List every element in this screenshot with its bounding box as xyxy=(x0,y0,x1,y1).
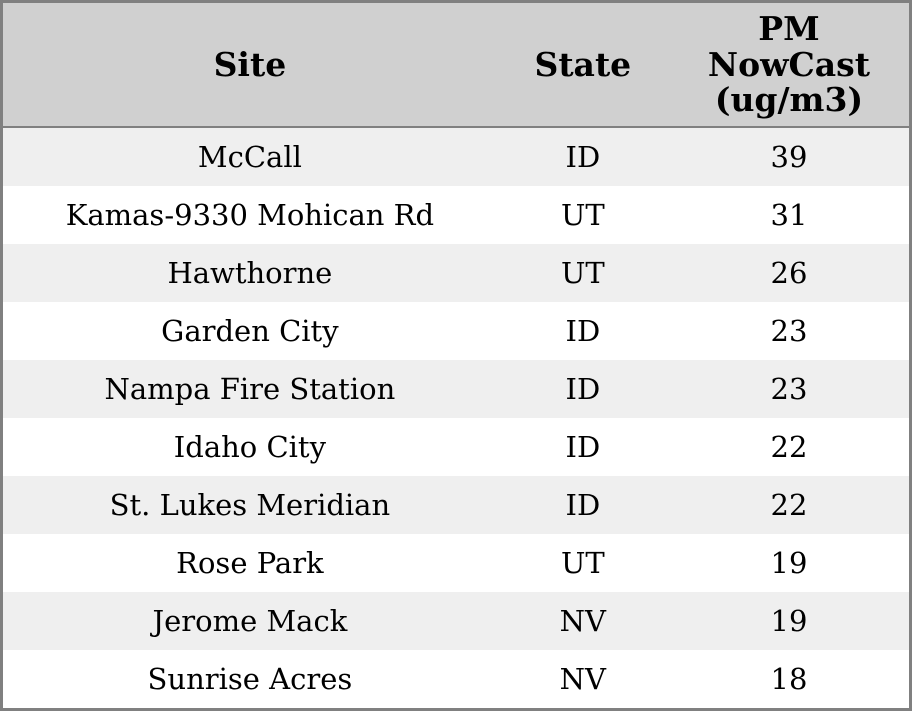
site-cell: Jerome Mack xyxy=(3,592,497,650)
state-cell: NV xyxy=(497,592,669,650)
site-cell: Rose Park xyxy=(3,534,497,592)
state-cell: UT xyxy=(497,186,669,244)
site-cell: Nampa Fire Station xyxy=(3,360,497,418)
table-row xyxy=(3,360,909,418)
table-row xyxy=(3,592,909,650)
pm-nowcast-header-label: PM NowCast (ug/m3) xyxy=(707,8,870,120)
pm-value-cell: 22 xyxy=(669,418,909,476)
table-row xyxy=(3,244,909,302)
state-cell: UT xyxy=(497,244,669,302)
pm-value-cell: 31 xyxy=(669,186,909,244)
table-row xyxy=(3,650,909,708)
pm-value-cell: 19 xyxy=(669,534,909,592)
state-cell: ID xyxy=(497,418,669,476)
state-cell: NV xyxy=(497,650,669,708)
column-header-pm-nowcast xyxy=(669,3,909,128)
pm-value-cell: 39 xyxy=(669,128,909,186)
table-row xyxy=(3,302,909,360)
pm-value-cell: 23 xyxy=(669,360,909,418)
pm-value-cell: 23 xyxy=(669,302,909,360)
column-header-state: State xyxy=(497,3,669,128)
state-cell: ID xyxy=(497,302,669,360)
site-cell: McCall xyxy=(3,128,497,186)
pm-value-cell: 22 xyxy=(669,476,909,534)
site-cell: St. Lukes Meridian xyxy=(3,476,497,534)
site-cell: Kamas-9330 Mohican Rd xyxy=(3,186,497,244)
state-cell: UT xyxy=(497,534,669,592)
state-cell: ID xyxy=(497,476,669,534)
site-cell: Sunrise Acres xyxy=(3,650,497,708)
pm-value-cell: 18 xyxy=(669,650,909,708)
header-row xyxy=(3,3,909,128)
pm-value-cell: 26 xyxy=(669,244,909,302)
table-row xyxy=(3,186,909,244)
site-cell: Idaho City xyxy=(3,418,497,476)
table-row xyxy=(3,128,909,186)
table-row xyxy=(3,534,909,592)
pm-value-cell: 19 xyxy=(669,592,909,650)
state-cell: ID xyxy=(497,360,669,418)
table-row xyxy=(3,476,909,534)
site-cell: Garden City xyxy=(3,302,497,360)
table-row xyxy=(3,418,909,476)
site-cell: Hawthorne xyxy=(3,244,497,302)
state-cell: ID xyxy=(497,128,669,186)
column-header-site: Site xyxy=(3,3,497,128)
